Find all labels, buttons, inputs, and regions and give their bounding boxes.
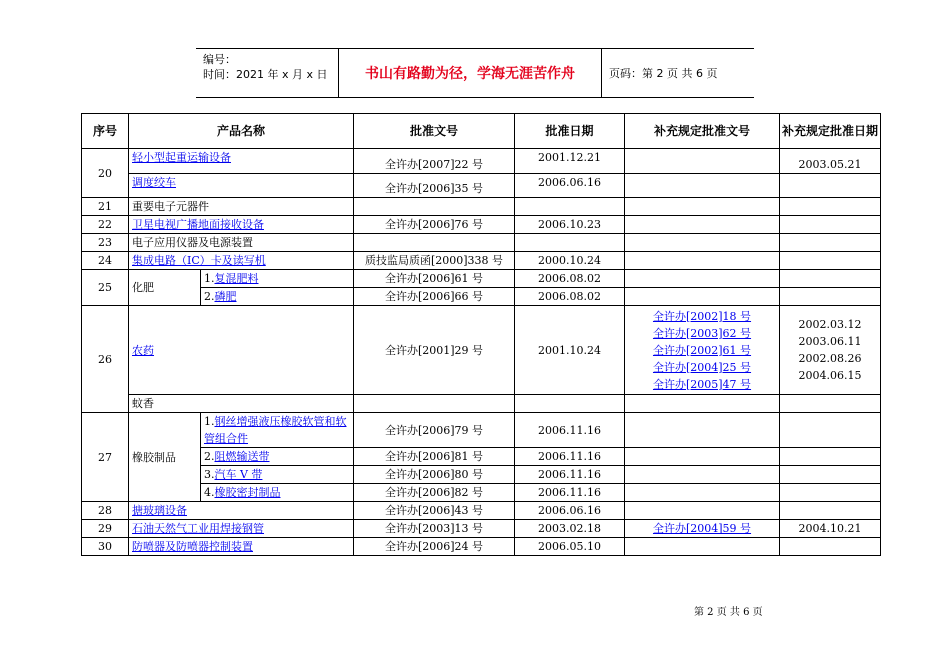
product-link[interactable]: 防喷器及防喷器控制装置	[132, 540, 253, 553]
motto: 书山有路勤为径，学海无涯苦作舟	[339, 49, 602, 97]
approval-date: 2000.10.24	[515, 252, 625, 270]
group-name: 橡胶制品	[129, 413, 201, 502]
page-header	[196, 48, 754, 98]
table-row	[82, 413, 881, 448]
row-number: 23	[82, 234, 129, 252]
product-link[interactable]: 阻燃输送带	[214, 450, 270, 463]
approval-doc: 全许办[2006]43 号	[354, 502, 515, 520]
table-row	[82, 484, 881, 502]
supp-date: 2003.06.11	[798, 335, 862, 348]
table-row	[82, 395, 881, 413]
approval-doc: 全许办[2006]79 号	[354, 413, 515, 448]
row-number: 21	[82, 198, 129, 216]
approval-doc: 全许办[2006]61 号	[354, 270, 515, 288]
table-row	[82, 466, 881, 484]
approval-doc: 全许办[2007]22 号	[354, 149, 515, 174]
supp-date-list	[780, 306, 881, 395]
approval-date: 2006.10.23	[515, 216, 625, 234]
row-number: 29	[82, 520, 129, 538]
time-label: 时间：2021 年 x 月 x 日	[203, 68, 328, 81]
approval-date: 2006.06.16	[515, 174, 625, 198]
approval-date: 2006.06.16	[515, 502, 625, 520]
header-meta	[196, 49, 339, 97]
row-number: 20	[82, 149, 129, 198]
product-link[interactable]: 农药	[132, 343, 154, 357]
supp-doc-list	[625, 306, 780, 395]
supp-doc-link[interactable]: 全许办[2002]61 号	[652, 343, 752, 357]
product-link[interactable]: 汽车 V 带	[214, 468, 263, 481]
table-row	[82, 538, 881, 556]
row-number: 30	[82, 538, 129, 556]
serial-label: 编号：	[203, 53, 236, 66]
approval-date: 2003.02.18	[515, 520, 625, 538]
item-index: 2.	[204, 450, 215, 463]
product-link[interactable]: 调度绞车	[132, 176, 176, 189]
supp-doc-link[interactable]: 全许办[2003]62 号	[652, 326, 752, 340]
supp-doc-link[interactable]: 全许办[2002]18 号	[652, 309, 752, 323]
supp-date: 2002.08.26	[798, 352, 862, 365]
item-index: 4.	[204, 486, 215, 499]
table-row	[82, 149, 881, 174]
approval-date: 2006.08.02	[515, 270, 625, 288]
approval-doc: 全许办[2006]81 号	[354, 448, 515, 466]
product-link[interactable]: 磷肥	[214, 290, 237, 303]
approval-doc: 全许办[2006]35 号	[354, 174, 515, 198]
approval-doc: 全许办[2006]66 号	[354, 288, 515, 306]
supp-doc-link[interactable]: 全许办[2004]59 号	[652, 522, 752, 535]
product-link[interactable]: 复混肥料	[214, 272, 259, 285]
item-index: 1.	[204, 415, 215, 428]
table-row	[82, 270, 881, 288]
approval-doc: 全许办[2003]13 号	[354, 520, 515, 538]
supp-date: 2004.06.15	[798, 369, 862, 382]
product-link[interactable]: 卫星电视广播地面接收设备	[132, 218, 264, 231]
table-row	[82, 306, 881, 395]
table-row	[82, 174, 881, 198]
product-link[interactable]: 石油天然气工业用焊接钢管	[132, 522, 264, 535]
approval-doc: 全许办[2006]76 号	[354, 216, 515, 234]
approval-date: 2006.11.16	[515, 448, 625, 466]
col-header: 批准日期	[515, 114, 625, 149]
item-index: 2.	[204, 290, 215, 303]
table-row	[82, 198, 881, 216]
col-header: 产品名称	[129, 114, 354, 149]
item-index: 1.	[204, 272, 215, 285]
supp-date: 2004.10.21	[780, 520, 881, 538]
row-number: 26	[82, 306, 129, 413]
approval-date: 2006.11.16	[515, 484, 625, 502]
approval-doc: 质技监局质函[2000]338 号	[354, 252, 515, 270]
col-header: 序号	[82, 114, 129, 149]
table-row	[82, 216, 881, 234]
row-number: 25	[82, 270, 129, 306]
row-number: 22	[82, 216, 129, 234]
approval-date: 2006.08.02	[515, 288, 625, 306]
supp-date: 2003.05.21	[780, 149, 881, 174]
product-name: 电子应用仪器及电源装置	[129, 234, 354, 252]
page-label: 页码：第 2 页 共 6 页	[609, 67, 718, 80]
supp-doc	[625, 149, 780, 174]
table-row	[82, 520, 881, 538]
row-number: 24	[82, 252, 129, 270]
approval-date: 2006.11.16	[515, 413, 625, 448]
col-header: 补充规定批准日期	[780, 114, 881, 149]
approval-doc: 全许办[2006]82 号	[354, 484, 515, 502]
approval-doc: 全许办[2006]80 号	[354, 466, 515, 484]
supp-date: 2002.03.12	[798, 318, 862, 331]
product-link[interactable]: 橡胶密封制品	[214, 486, 281, 499]
row-number: 28	[82, 502, 129, 520]
table-row	[82, 252, 881, 270]
product-link[interactable]: 集成电路（IC）卡及读写机	[132, 254, 266, 267]
supp-doc-link[interactable]: 全许办[2004]25 号	[652, 360, 752, 374]
product-link[interactable]: 钢丝增强液压橡胶软管和软管组合件	[204, 415, 347, 445]
approval-date: 2006.11.16	[515, 466, 625, 484]
table-row	[82, 288, 881, 306]
approval-doc: 全许办[2006]24 号	[354, 538, 515, 556]
table-row	[82, 234, 881, 252]
product-name: 蚊香	[129, 395, 354, 413]
table-row	[82, 448, 881, 466]
approval-date: 2001.12.21	[515, 149, 625, 174]
table-header-row	[82, 114, 881, 149]
col-header: 补充规定批准文号	[625, 114, 780, 149]
col-header: 批准文号	[354, 114, 515, 149]
product-link[interactable]: 搪玻璃设备	[132, 504, 187, 517]
approval-doc: 全许办[2001]29 号	[354, 306, 515, 395]
row-number: 27	[82, 413, 129, 502]
page-footer: 第 2 页 共 6 页	[694, 607, 763, 618]
item-index: 3.	[204, 468, 215, 481]
approval-date: 2006.05.10	[515, 538, 625, 556]
product-name: 重要电子元器件	[129, 198, 354, 216]
product-table	[81, 113, 881, 556]
product-link[interactable]: 轻小型起重运输设备	[132, 151, 231, 164]
approval-date: 2001.10.24	[515, 306, 625, 395]
table-row	[82, 502, 881, 520]
supp-doc-link[interactable]: 全许办[2005]47 号	[652, 377, 752, 391]
group-name: 化肥	[129, 270, 201, 306]
